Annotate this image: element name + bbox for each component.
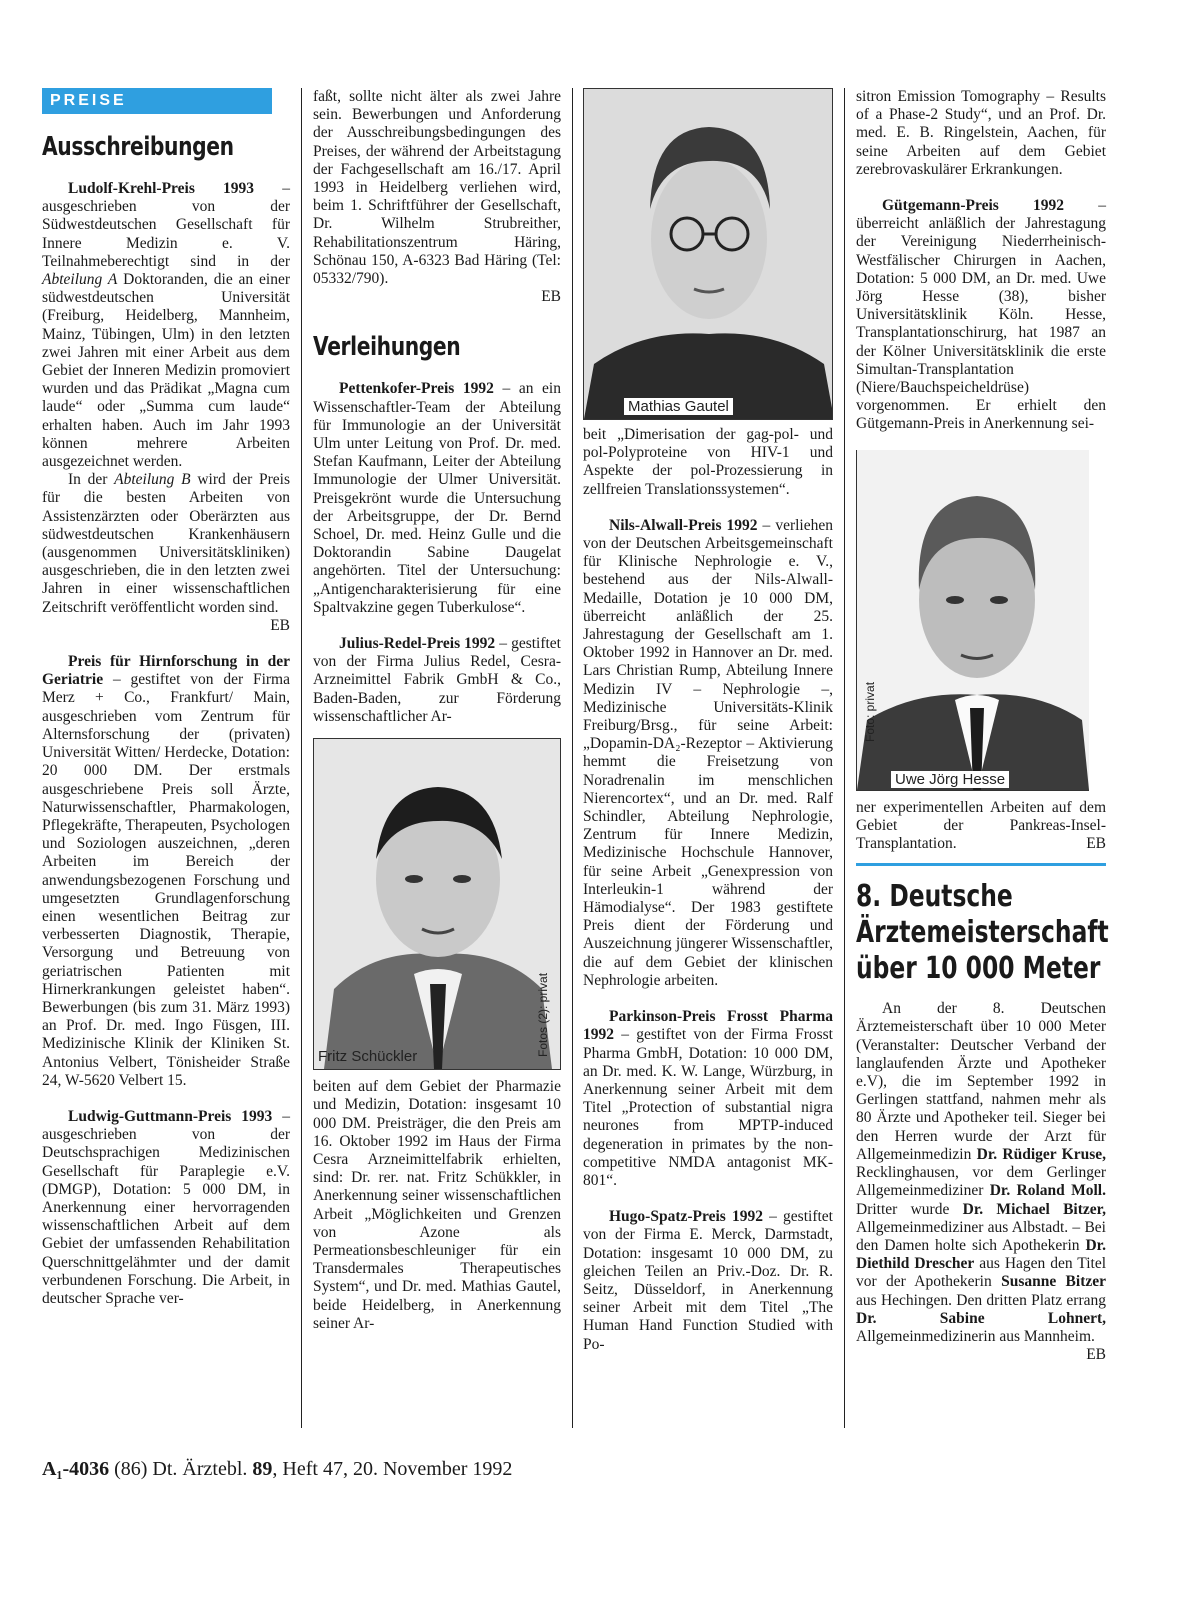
photo-hesse [856,450,1089,791]
krehl-paragraph-2: In der Abteilung B wird der Preis für die besten Arbeiten von Assistenzärzten oder Oberärzten aus südwestdeutschen Krankenhäusern (ausgenommen Universitätskliniken) ausgeschrieben, die in den letzten zwei Jahren in einer wissenschaftlichen Zeitschrift veröffentlicht worden sind. EB [42,471,290,634]
photo-credit: Fotos (2): privat [536,973,550,1058]
heading-article2-line1: 8. Deutsche [856,879,1013,915]
photo-caption: Fritz Schückler [318,1048,418,1066]
hirn-title: Preis für Hirnforschung in der Geriatrie [42,653,290,689]
spatz-paragraph: Hugo-Spatz-Preis 1992 – gestiftet von der Firma E. Merck, Darmstadt, Dotation: insgesamt 10 000 DM, zu gleichen Teilen an Priv.-Doz. Dr. R. Seitz, Düsseldorf, in Anerkennung seiner Arbeit mit dem Titel „The Human Hand Function Studied with Po- [583,1208,833,1353]
heading-verleihungen: Verleihungen [313,332,461,363]
column-2 [313,88,561,1333]
column-rule [572,88,573,1428]
gautel-continued: beit „Dimerisation der gag-pol- und pol-Polyproteine von HIV-1 und Aspekte der pol-Prozessierung in zellfreien Translationssystemen“. [583,426,833,498]
redel-title: Julius-Redel-Preis 1992 [339,635,496,653]
parkinson-title: Parkinson-Preis Frosst Pharma 1992 [583,1008,833,1044]
guttmann-title: Ludwig-Guttmann-Preis 1993 [68,1107,273,1125]
alwall-title: Nils-Alwall-Preis 1992 [609,516,758,534]
guetgemann-paragraph: Gütgemann-Preis 1992 – überreicht anläßlich der Jahrestagung der Vereinigung Niederrheinisch-Westfälischer Chirurgen in Aachen, Dotation: 5 000 DM, an Dr. med. Uwe Jörg Hesse (38), bisher Universitätsklinik Köln. Hesse, Transplantationschirurg, hat 1987 an der Kölner Universitätsklinik die erste Simultan-Transplantation (Niere/Bauchspeicheldrüse) vorgenommen. Er erhielt den Gütgemann-Preis in Anerkennung sei- [856,197,1106,433]
spatz-title: Hugo-Spatz-Preis 1992 [609,1208,763,1226]
parkinson-paragraph: Parkinson-Preis Frosst Pharma 1992 – gestiftet von der Firma Frosst Pharma GmbH, Dotation: 10 000 DM, an Dr. med. K. W. Lange, Würzburg, in Anerkennung seiner Arbeit mit dem Titel „Protection of substantial nigra neurones from MPTP-induced degeneration in primates by the non-competitive NMDA antagonist MK-801“. [583,1008,833,1189]
photo-gautel [583,88,833,420]
heading-article2-line3: über 10 000 Meter [856,951,1101,987]
photo-credit: Foto: privat [863,681,877,742]
author-mark: EB [1086,835,1106,853]
krehl-title: Ludolf-Krehl-Preis 1993 [68,180,255,197]
krehl-paragraph: Ludolf-Krehl-Preis 1993 – ausgeschrieben von der Südwestdeutschen Gesellschaft für Innere Medizin e. V. Teilnahmeberechtigt sind in der Abteilung A Doktoranden, die an einer südwestdeutschen Universität (Freiburg, Heidelberg, Mannheim, Mainz, Tübingen, Ulm) in den letzten zwei Jahren mit einer Arbeit aus dem Gebiet der Inneren Medizin promoviert wurden und das Prädikat „Magna cum laude“ oder „Summa cum laude“ erhalten haben. Auch im Jahr 1993 können mehrere Arbeiten ausgezeichnet werden. [42,180,290,471]
author-mark: EB [541,288,561,306]
divider-bar [856,863,1106,866]
guetgemann-title: Gütgemann-Preis 1992 [882,197,1065,215]
column-1 [42,88,290,1308]
portrait-image [314,739,561,1069]
guttmann-continued: faßt, sollte nicht älter als zwei Jahre sein. Bewerbungen und Anforderung der Ausschreibungsbedingungen des Preises, der während der Arbeitstagung der Fachgesellschaft am 16./17. April 1993 in Heidelberg verliehen wird, beim 1. Schriftführer der Gesellschaft, Dr. Wilhelm Strubreither, Rehabilitationszentrum Häring, Schönau 150, A-6323 Bad Häring (Tel: 05332/790). EB [313,88,561,306]
photo-caption: Uwe Jörg Hesse [891,771,1009,788]
portrait-image [857,450,1089,790]
heading-article2-line2: Ärztemeisterschaft [856,915,1109,951]
portrait-image [584,89,833,419]
author-mark: EB [270,616,290,634]
photo-caption: Mathias Gautel [624,398,733,415]
guttmann-paragraph: Ludwig-Guttmann-Preis 1993 – ausgeschrieben von der Deutschsprachigen Medizinischen Gesellschaft für Paraplegie e.V. (DMGP), Dotation: 5 000 DM, in Anerkennung einer hervorragenden wissenschaftlichen Arbeit auf dem Gebiet der umfassenden Rehabilitation Querschnittgelähmter und der damit verbundenen Forschung. Die Arbeit, in deutscher Sprache ver- [42,1107,290,1307]
author-mark: EB [1086,1346,1106,1364]
redel-paragraph: Julius-Redel-Preis 1992 – gestiftet von der Firma Julius Redel, Cesra-Arzneimittel Fabrik GmbH & Co., Baden-Baden, zur Förderung wissenschaftlicher Ar- [313,635,561,725]
column-rule [301,88,302,1428]
column-rule [844,88,845,1428]
page-code: A₁-4036 [42,1458,110,1480]
section-badge: PREISE [42,88,272,114]
article2-paragraph: An der 8. Deutschen Ärztemeisterschaft über 10 000 Meter (Veranstalter: Deutscher Verband der langlaufenden Ärzte und Apotheker e.V), die im September 1992 in Gerlingen stattfand, nahmen mehr als 80 Ärzte und Apotheker teil. Sieger bei den Herren wurde der Arzt für Allgemeinmedizin Dr. Rüdiger Kruse, Recklinghausen, vor dem Gerlinger Allgemeinmediziner Dr. Roland Moll. Dritter wurde Dr. Michael Bitzer, Allgemeinmediziner aus Albstadt. – Bei den Damen holte sich Apothekerin Dr. Diethild Drescher aus Hagen den Titel vor der Apothekerin Susanne Bitzer aus Hechingen. Den dritten Platz errang Dr. Sabine Lohnert, Allgemeinmedizinerin aus Mannheim. EB [856,1000,1107,1364]
column-3 [583,88,833,1354]
pettenkofer-paragraph: Pettenkofer-Preis 1992 – an ein Wissenschaftler-Team der Abteilung für Immunologie an der Universität Ulm unter Leitung von Prof. Dr. med. Stefan Kaufmann, Leiter der Abteilung Immunologie der Ulmer Universität. Preisgekrönt wurde die Untersuchung der Arbeitsgruppe, der Dr. Bernd Schoel, Dr. med. Heinz Gulle und die Doktorandin Sabine Daugelat angehörten. Titel der Untersuchung: „Antigencharakterisierung für eine Spaltvakzine gegen Tuberkulose“. [313,380,561,616]
pettenkofer-title: Pettenkofer-Preis 1992 [339,380,494,398]
heading-ausschreibungen: Ausschreibungen [42,132,234,162]
guetgemann-continued: ner experimentellen Arbeiten auf dem Gebiet der Pankreas-Insel-Transplantation. EB [856,798,1106,853]
page-footer: A₁-4036 (86) Dt. Ärztebl. 89, Heft 47, 20. November 1992 [42,1458,513,1480]
photo-schueckler [313,738,561,1070]
column-4 [856,88,1109,1364]
alwall-paragraph: Nils-Alwall-Preis 1992 – verliehen von der Deutschen Arbeitsgemeinschaft für Klinische Nephrologie e. V., bestehend aus der Nils-Alwall-Medaille, Dotation je 10 000 DM, überreicht anläßlich der 25. Jahrestagung der Gesellschaft am 1. Oktober 1992 in Hannover an Dr. med. Lars Christian Rump, Abteilung Innere Medizin IV – Nephrologie –, Medizinische Universitäts-Klinik Freiburg/Brsg., für seine Arbeit: „Dopamin-DA₂-Rezeptor – Aktivierung hemmt die Freisetzung von Noradrenalin im menschlichen Nierencortex“, und an Dr. med. Ralf Schindler, Abteilung Nephrologie, Zentrum für Innere Medizin, Medizinische Hochschule Hannover, für seine Arbeit „Genexpression von Interleukin-1 während der Hämodialyse“. Der 1983 gestiftete Preis dient der Förderung und Auszeichnung jüngerer Wissenschaftler, die auf dem Gebiet der klinischen Nephrologie arbeiten. [583,516,833,989]
redel-continued: beiten auf dem Gebiet der Pharmazie und Medizin, Dotation: insgesamt 10 000 DM. Preisträger, die den Preis am 16. Oktober 1992 im Haus der Firma Cesra Arzneimittelfabrik erhielten, sind: Dr. rer. nat. Fritz Schükkler, in Anerkennung seiner wissenschaftlichen Arbeit „Möglichkeiten und Grenzen von Azone als Permeationsbeschleuniger für ein Transdermales Therapeutisches System“, und Dr. med. Mathias Gautel, beide Heidelberg, in Anerkennung seiner Ar- [313,1078,561,1332]
hirn-paragraph: Preis für Hirnforschung in der Geriatrie – gestiftet von der Firma Merz + Co., Frankfurt/ Main, ausgeschrieben vom Zentrum für Alternsforschung der (privaten) Universität Witten/ Herdecke, Dotation: 20 000 DM. Der erstmals ausgeschriebene Preis soll Ärzte, Naturwissenschaftler, Pharmakologen, Pflegekräfte, Therapeuten, Psychologen und Soziologen auszeichnen, „deren Arbeiten im Bereich der anwendungsbezogenen Forschung und umgesetzten Grundlagenforschung einen wesentlichen Beitrag zur verbesserten Diagnostik, Therapie, Versorgung und Betreuung von geriatrischen Patienten mit Hirnerkrankungen geleistet haben“. Bewerbungen (bis zum 31. März 1993) an Prof. Dr. med. Ingo Füsgen, III. Medizinische Klinik der Kliniken St. Antonius Velbert, Tönisheider Straße 24, W-5620 Velbert 15. [42,653,290,1089]
spatz-continued: sitron Emission Tomography – Results of a Phase-2 Study“, und an Prof. Dr. med. E. B. Ringelstein, Aachen, für seine Arbeiten auf dem Gebiet zerebrovaskulärer Erkrankungen. [856,88,1106,178]
